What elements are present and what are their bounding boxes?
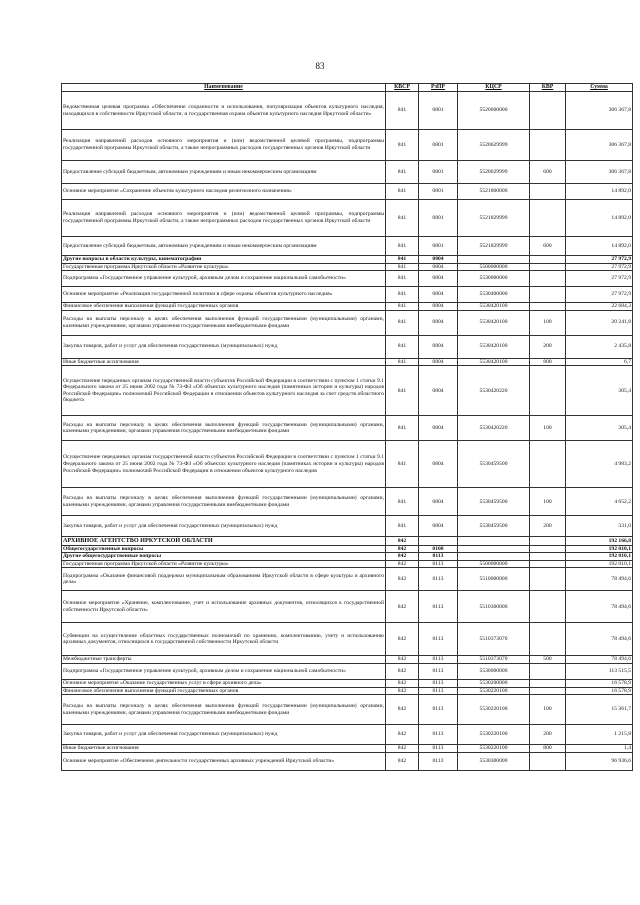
cell-kvsr: 842	[386, 664, 419, 680]
cell-sum: 192 166,8	[566, 537, 633, 545]
cell-kvsr: 842	[386, 752, 419, 770]
cell-kvsr: 841	[386, 303, 419, 311]
cell-sum: 2 435,8	[566, 335, 633, 358]
cell-kcsr: 5530420100	[458, 335, 530, 358]
cell-kvr	[530, 271, 566, 287]
cell-sum: 192 010,1	[566, 560, 633, 568]
page-number: 83	[315, 61, 325, 71]
cell-sum: 1 215,8	[566, 725, 633, 745]
cell-rzpr	[419, 537, 458, 545]
cell-kvr	[530, 545, 566, 553]
cell-kcsr: 5530420100	[458, 310, 530, 335]
cell-rzpr: 0113	[419, 725, 458, 745]
cell-sum: 192 010,1	[566, 553, 633, 561]
cell-sum: 27 972,9	[566, 263, 633, 271]
cell-kcsr: 5530459500	[458, 441, 530, 488]
cell-kvsr: 842	[386, 568, 419, 591]
cell-sum: 14 892,0	[566, 200, 633, 237]
cell-sum: 16 578,9	[566, 680, 633, 688]
table-row	[62, 256, 633, 264]
cell-sum: 78 494,6	[566, 591, 633, 623]
cell-sum: 96 936,6	[566, 752, 633, 770]
cell-sum: 16 578,9	[566, 687, 633, 695]
table-row	[62, 553, 633, 561]
cell-kcsr: 5530420220	[458, 416, 530, 441]
cell-kvsr: 842	[386, 560, 419, 568]
cell-kvr	[530, 303, 566, 311]
cell-kvsr: 841	[386, 200, 419, 237]
cell-sum: 306 367,8	[566, 161, 633, 184]
cell-kvsr: 842	[386, 537, 419, 545]
cell-kvsr: 841	[386, 130, 419, 161]
cell-kcsr	[458, 545, 530, 553]
cell-name: Закупка товаров, работ и услуг для обеспечения государственных (муниципальных) нужд	[62, 725, 386, 745]
cell-kvr: 100	[530, 488, 566, 516]
cell-sum: 78 494,6	[566, 568, 633, 591]
cell-sum: 306 367,8	[566, 92, 633, 130]
cell-kvsr: 842	[386, 687, 419, 695]
cell-rzpr: 0804	[419, 488, 458, 516]
table-row	[62, 664, 633, 680]
table-row	[62, 416, 633, 441]
cell-rzpr: 0113	[419, 568, 458, 591]
cell-sum: 78 494,6	[566, 623, 633, 656]
table-row	[62, 695, 633, 725]
cell-rzpr: 0113	[419, 745, 458, 753]
table-row	[62, 656, 633, 664]
cell-rzpr: 0804	[419, 516, 458, 537]
cell-kvr	[530, 752, 566, 770]
cell-name: Другие вопросы в области культуры, кинематографии	[62, 256, 386, 264]
table-row	[62, 184, 633, 200]
column-header-rzpr: РзПР	[419, 84, 458, 92]
cell-kvr: 100	[530, 416, 566, 441]
table-row	[62, 752, 633, 770]
table-row	[62, 516, 633, 537]
cell-kvsr: 841	[386, 256, 419, 264]
cell-name: Основное мероприятие «Обеспечение деятельности государственных архивных учреждений Иркутской области»	[62, 752, 386, 770]
cell-kvsr: 842	[386, 553, 419, 561]
cell-kvr	[530, 560, 566, 568]
table-row	[62, 591, 633, 623]
cell-kvsr: 842	[386, 545, 419, 553]
cell-kvr	[530, 130, 566, 161]
cell-kvr	[530, 184, 566, 200]
cell-name: АРХИВНОЕ АГЕНТСТВО ИРКУТСКОЙ ОБЛАСТИ	[62, 537, 386, 545]
cell-kvsr: 841	[386, 488, 419, 516]
cell-name: Подпрограмма «Государственное управление культурой, архивным делом и сохранение национальной самобытности»	[62, 271, 386, 287]
cell-kvsr: 841	[386, 441, 419, 488]
cell-rzpr: 0804	[419, 358, 458, 366]
table-row	[62, 441, 633, 488]
cell-sum: 305,4	[566, 416, 633, 441]
cell-rzpr: 0801	[419, 130, 458, 161]
table-row	[62, 92, 633, 130]
cell-kvr	[530, 687, 566, 695]
cell-kcsr: 5530459500	[458, 516, 530, 537]
cell-name: Расходы на выплаты персоналу в целях обеспечения выполнения функций государственными (муниципальными) органами, казенными учреждениями, органами управления государственными внебюджетными фондами	[62, 416, 386, 441]
cell-name: Финансовое обеспечение выполнения функций государственных органов	[62, 303, 386, 311]
cell-sum: 14 892,0	[566, 184, 633, 200]
cell-kvsr: 842	[386, 680, 419, 688]
cell-name: Закупка товаров, работ и услуг для обеспечения государственных (муниципальных) нужд	[62, 335, 386, 358]
cell-kvsr: 841	[386, 184, 419, 200]
cell-kvr: 100	[530, 695, 566, 725]
cell-kvsr: 841	[386, 366, 419, 416]
cell-name: Подпрограмма «Оказание финансовой поддержки муниципальным образованиям Иркутской области в сфере культуры и архивного дела»	[62, 568, 386, 591]
table-row	[62, 130, 633, 161]
cell-kcsr: 5530000000	[458, 664, 530, 680]
cell-kcsr: 5530220100	[458, 745, 530, 753]
cell-kvr	[530, 680, 566, 688]
cell-name: Подпрограмма «Государственное управление культурой, архивным делом и сохранение национальной самобытности»	[62, 664, 386, 680]
cell-kvr: 500	[530, 656, 566, 664]
cell-name: Основное мероприятие «Хранение, комплектование, учет и использование архивных документов, относящихся к государственной собственности Иркутской области»	[62, 591, 386, 623]
cell-kcsr: 5500000000	[458, 263, 530, 271]
cell-kcsr: 5530220100	[458, 687, 530, 695]
cell-name: Иные бюджетные ассигнования	[62, 745, 386, 753]
cell-rzpr: 0113	[419, 591, 458, 623]
cell-kcsr: 5510300000	[458, 591, 530, 623]
cell-kvr	[530, 92, 566, 130]
column-header-kvr: КВР	[530, 84, 566, 92]
table-row	[62, 560, 633, 568]
table-row	[62, 263, 633, 271]
cell-kcsr: 5510373070	[458, 623, 530, 656]
cell-kcsr: 5530420100	[458, 303, 530, 311]
table-row	[62, 537, 633, 545]
cell-sum: 113 515,5	[566, 664, 633, 680]
cell-kcsr: 5500000000	[458, 560, 530, 568]
table-row	[62, 335, 633, 358]
cell-rzpr: 0113	[419, 656, 458, 664]
cell-kcsr: 5530200000	[458, 680, 530, 688]
table-row	[62, 488, 633, 516]
table-row	[62, 287, 633, 303]
cell-rzpr: 0804	[419, 441, 458, 488]
cell-kcsr: 5530000000	[458, 271, 530, 287]
table-row	[62, 161, 633, 184]
cell-name: Общегосударственные вопросы	[62, 545, 386, 553]
cell-kvr	[530, 256, 566, 264]
cell-rzpr: 0113	[419, 664, 458, 680]
table-row	[62, 271, 633, 287]
cell-name: Реализация направлений расходов основного мероприятия и (или) ведомственной целевой программы, подпрограммы государственной программы Иркутской области, а также непрограммных расходов государственных органов Иркутской области	[62, 200, 386, 237]
cell-kvr: 800	[530, 358, 566, 366]
table-row	[62, 358, 633, 366]
cell-kcsr: 5530459500	[458, 488, 530, 516]
cell-name: Предоставление субсидий бюджетным, автономным учреждениям и иным некоммерческим организациям	[62, 161, 386, 184]
table-row	[62, 310, 633, 335]
cell-kvr	[530, 664, 566, 680]
table-row	[62, 725, 633, 745]
table-row	[62, 545, 633, 553]
cell-sum: 22 684,3	[566, 303, 633, 311]
cell-sum: 4 652,2	[566, 488, 633, 516]
cell-rzpr: 0801	[419, 237, 458, 256]
cell-kvr: 200	[530, 725, 566, 745]
cell-kvsr: 841	[386, 271, 419, 287]
cell-kvr: 200	[530, 335, 566, 358]
cell-kvr: 200	[530, 516, 566, 537]
column-header-sum: Сумма	[566, 84, 633, 92]
cell-kcsr	[458, 553, 530, 561]
cell-name: Ведомственная целевая программа «Обеспечение сохранности и использования, популяризация объектов культурного наследия, находящихся в собственности Иркутской области, и государственная охрана объектов культурного наследия Иркутской области»	[62, 92, 386, 130]
cell-sum: 14 892,0	[566, 237, 633, 256]
cell-kvsr: 842	[386, 656, 419, 664]
table-row	[62, 680, 633, 688]
cell-kvr	[530, 568, 566, 591]
cell-sum: 20 241,8	[566, 310, 633, 335]
cell-kcsr: 5521829999	[458, 200, 530, 237]
cell-kcsr: 5530420220	[458, 366, 530, 416]
cell-rzpr: 0801	[419, 92, 458, 130]
cell-kvsr: 841	[386, 263, 419, 271]
budget-table	[61, 83, 633, 771]
column-header-name: Наименование	[62, 84, 386, 92]
cell-kvr: 800	[530, 745, 566, 753]
cell-kvsr: 841	[386, 92, 419, 130]
cell-rzpr: 0804	[419, 310, 458, 335]
cell-rzpr: 0100	[419, 545, 458, 553]
cell-rzpr: 0113	[419, 695, 458, 725]
cell-kcsr: 5510000000	[458, 568, 530, 591]
cell-name: Основное мероприятие «Оказание государственных услуг в сфере архивного дела»	[62, 680, 386, 688]
cell-sum: 27 972,9	[566, 256, 633, 264]
cell-kcsr: 5520629999	[458, 130, 530, 161]
cell-kvr	[530, 553, 566, 561]
cell-kvsr: 842	[386, 623, 419, 656]
cell-kvr	[530, 287, 566, 303]
table-row	[62, 303, 633, 311]
cell-name: Государственная программа Иркутской области «Развитие культуры»	[62, 263, 386, 271]
cell-name: Расходы на выплаты персоналу в целях обеспечения выполнения функций государственными (муниципальными) органами, казенными учреждениями, органами управления государственными внебюджетными фондами	[62, 310, 386, 335]
cell-sum: 27 972,9	[566, 287, 633, 303]
cell-kvsr: 841	[386, 358, 419, 366]
cell-rzpr: 0801	[419, 200, 458, 237]
cell-sum: 4 983,2	[566, 441, 633, 488]
cell-name: Расходы на выплаты персоналу в целях обеспечения выполнения функций государственными (муниципальными) органами, казенными учреждениями, органами управления государственными внебюджетными фондами	[62, 488, 386, 516]
cell-kvr	[530, 441, 566, 488]
cell-name: Государственная программа Иркутской области «Развитие культуры»	[62, 560, 386, 568]
table-row	[62, 237, 633, 256]
cell-kvsr: 842	[386, 725, 419, 745]
cell-kcsr: 5530420100	[458, 358, 530, 366]
cell-kvr	[530, 200, 566, 237]
cell-name: Осуществление переданных органам государственной власти субъектов Российской Федерации в соответствии с пунктом 1 статьи 9.1 Федерального закона от 25 июня 2002 года № 73-ФЗ «Об объектах культурного наследия (памятниках истории и культуры) народов Российской Федерации» полномочий Российской Федерации в отношении объектов культурного наследия	[62, 441, 386, 488]
cell-rzpr: 0804	[419, 303, 458, 311]
cell-rzpr: 0804	[419, 366, 458, 416]
cell-kvr	[530, 591, 566, 623]
cell-kvr: 600	[530, 237, 566, 256]
cell-sum: 15 361,7	[566, 695, 633, 725]
cell-kvsr: 841	[386, 161, 419, 184]
cell-rzpr: 0113	[419, 553, 458, 561]
cell-kcsr	[458, 256, 530, 264]
cell-rzpr: 0804	[419, 256, 458, 264]
cell-kcsr	[458, 537, 530, 545]
cell-kvsr: 842	[386, 745, 419, 753]
cell-kcsr: 5520629999	[458, 161, 530, 184]
cell-name: Предоставление субсидий бюджетным, автономным учреждениям и иным некоммерческим организациям	[62, 237, 386, 256]
table-row	[62, 366, 633, 416]
table-row	[62, 568, 633, 591]
cell-sum: 305,4	[566, 366, 633, 416]
cell-kvsr: 841	[386, 416, 419, 441]
cell-sum: 331,0	[566, 516, 633, 537]
cell-kcsr: 5521829999	[458, 237, 530, 256]
cell-name: Субвенции на осуществление областных государственных полномочий по хранению, комплектованию, учету и использованию архивных документов, относящихся к государственной собственности Иркутской области	[62, 623, 386, 656]
cell-name: Основное мероприятие «Реализация государственной политики в сфере охраны объектов культурного наследия»	[62, 287, 386, 303]
cell-kcsr: 5521800000	[458, 184, 530, 200]
cell-kcsr: 5530400000	[458, 287, 530, 303]
cell-rzpr: 0113	[419, 623, 458, 656]
cell-rzpr: 0801	[419, 184, 458, 200]
cell-name: Расходы на выплаты персоналу в целях обеспечения выполнения функций государственными (муниципальными) органами, казенными учреждениями, органами управления государственными внебюджетными фондами	[62, 695, 386, 725]
cell-sum: 1,4	[566, 745, 633, 753]
cell-kcsr: 5530220100	[458, 725, 530, 745]
cell-kvr	[530, 366, 566, 416]
cell-kvsr: 842	[386, 695, 419, 725]
cell-kvr	[530, 537, 566, 545]
cell-rzpr: 0113	[419, 560, 458, 568]
cell-kvsr: 841	[386, 237, 419, 256]
table-row	[62, 745, 633, 753]
cell-kvr: 600	[530, 161, 566, 184]
cell-rzpr: 0113	[419, 680, 458, 688]
cell-kvsr: 841	[386, 516, 419, 537]
cell-sum: 78 494,6	[566, 656, 633, 664]
cell-name: Финансовое обеспечение выполнения функций государственных органов	[62, 687, 386, 695]
cell-kcsr: 5530220100	[458, 695, 530, 725]
cell-rzpr: 0804	[419, 287, 458, 303]
cell-kvr	[530, 263, 566, 271]
cell-kvsr: 842	[386, 591, 419, 623]
cell-name: Иные бюджетные ассигнования	[62, 358, 386, 366]
cell-name: Основное мероприятие «Сохранение объектов культурного наследия религиозного назначения»	[62, 184, 386, 200]
cell-name: Межбюджетные трансферты	[62, 656, 386, 664]
table-row	[62, 687, 633, 695]
cell-kvsr: 841	[386, 287, 419, 303]
cell-rzpr: 0113	[419, 687, 458, 695]
column-header-kcsr: КЦСР	[458, 84, 530, 92]
cell-sum: 6,7	[566, 358, 633, 366]
cell-rzpr: 0804	[419, 271, 458, 287]
cell-name: Другие общегосударственные вопросы	[62, 553, 386, 561]
cell-rzpr: 0804	[419, 335, 458, 358]
table-body	[62, 92, 633, 771]
cell-rzpr: 0113	[419, 752, 458, 770]
cell-kcsr: 5510373070	[458, 656, 530, 664]
cell-rzpr: 0804	[419, 416, 458, 441]
cell-sum: 306 367,8	[566, 130, 633, 161]
table-row	[62, 200, 633, 237]
cell-kvsr: 841	[386, 310, 419, 335]
cell-name: Реализация направлений расходов основного мероприятия и (или) ведомственной целевой программы, подпрограммы государственной программы Иркутской области, а также непрограммных расходов государственных органов Иркутской области	[62, 130, 386, 161]
cell-rzpr: 0804	[419, 263, 458, 271]
table-row	[62, 623, 633, 656]
cell-kvr: 100	[530, 310, 566, 335]
cell-kvr	[530, 623, 566, 656]
cell-name: Осуществление переданных органам государственной власти субъектов Российской Федерации в соответствии с пунктом 1 статьи 9.1 Федерального закона от 25 июня 2002 года № 73-ФЗ «Об объектах культурного наследия (памятниках истории и культуры) народов Российской Федерации» полномочий Российской Федерации в отношении объектов культурного наследия за счет средств областного бюджета	[62, 366, 386, 416]
cell-kcsr: 5530300000	[458, 752, 530, 770]
cell-sum: 192 010,1	[566, 545, 633, 553]
cell-kcsr: 5520600000	[458, 92, 530, 130]
cell-sum: 27 972,9	[566, 271, 633, 287]
cell-kvsr: 841	[386, 335, 419, 358]
cell-name: Закупка товаров, работ и услуг для обеспечения государственных (муниципальных) нужд	[62, 516, 386, 537]
cell-rzpr: 0801	[419, 161, 458, 184]
column-header-kvsr: КВСР	[386, 84, 419, 92]
table-header-row	[62, 84, 633, 92]
